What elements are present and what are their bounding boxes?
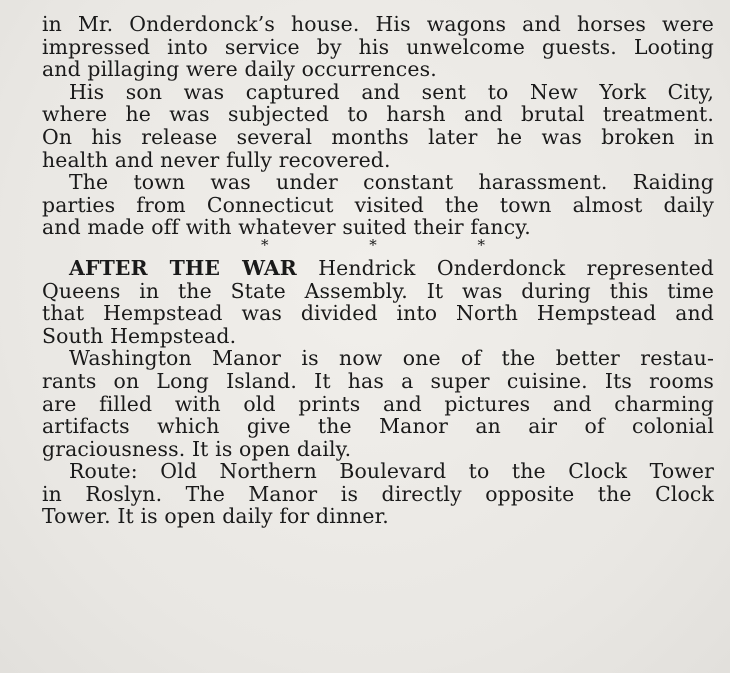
section-separator: * * * — [260, 235, 534, 254]
paragraph-son-captured — [42, 81, 714, 171]
text-line: graciousness. It is open daily. — [42, 436, 352, 461]
paragraph-route — [42, 460, 714, 528]
text-line: Washington Manor is now one of the better restau- — [69, 346, 714, 371]
paragraph-harassment — [42, 171, 714, 239]
text-line: artifacts which give the Manor an air of colonial — [42, 414, 714, 439]
text-line: Queens in the State Assembly. It was during this time — [42, 278, 714, 303]
text-line: His son was captured and sent to New York City, — [69, 79, 714, 104]
text-line: and made off with whatever suited their fancy. — [42, 215, 531, 240]
text-line: The town was under constant harassment. Raiding — [69, 170, 714, 195]
paragraph-looting — [42, 13, 714, 81]
text-line: in Roslyn. The Manor is directly opposite the Clock — [42, 481, 714, 506]
paragraph-washington-manor — [42, 347, 714, 460]
text-line-rest: Hendrick Onderdonck represented — [318, 255, 714, 280]
text-line: Tower. It is open daily for dinner. — [42, 504, 389, 529]
text-line: Route: Old Northern Boulevard to the Clock Tower — [69, 459, 714, 484]
text-line: in Mr. Onderdonck’s house. His wagons and horses were — [42, 12, 714, 36]
text-line: that Hempstead was divided into North Hempstead and — [42, 301, 714, 326]
text-line: South Hempstead. — [42, 323, 237, 348]
text-line: On his release several months later he was broken in — [42, 124, 714, 149]
section-lead-in: AFTER THE WAR — [69, 255, 297, 280]
text-line: parties from Connecticut visited the town almost daily — [42, 192, 714, 217]
text-line: where he was subjected to harsh and brutal treatment. — [42, 102, 714, 127]
text-line: rants on Long Island. It has a super cuisine. Its rooms — [42, 368, 714, 393]
text-line: and pillaging were daily occurrences. — [42, 57, 437, 82]
text-line — [42, 257, 714, 280]
article-column — [42, 13, 714, 528]
text-line: impressed into service by his unwelcome guests. Looting — [42, 34, 714, 59]
text-line: are filled with old prints and pictures and charming — [42, 391, 714, 416]
paragraph-after-the-war — [42, 257, 714, 347]
text-line: health and never fully recovered. — [42, 147, 391, 172]
